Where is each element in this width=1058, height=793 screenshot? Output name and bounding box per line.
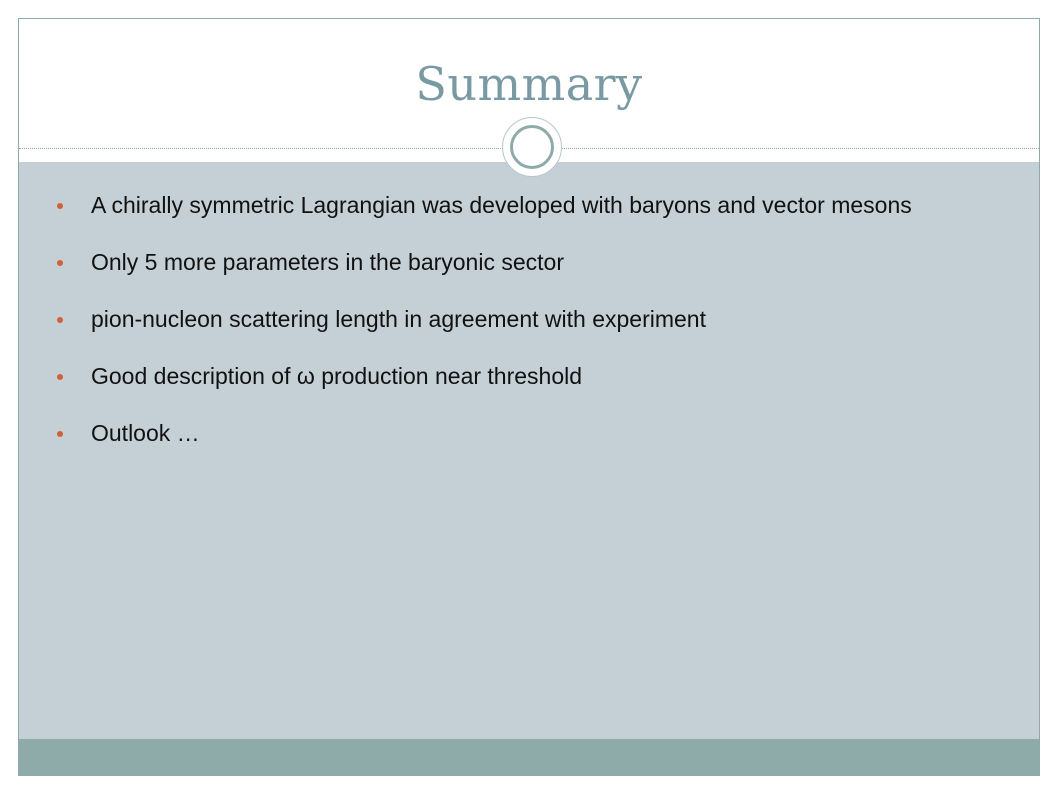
bullet-text: Only 5 more parameters in the baryonic sector	[91, 249, 564, 275]
bullet-item	[57, 303, 997, 336]
bullet-text: A chirally symmetric Lagrangian was developed with baryons and vector mesons	[91, 192, 912, 218]
footer-bar	[19, 739, 1039, 776]
bullet-item	[57, 246, 997, 279]
bullet-item	[57, 360, 997, 393]
circle-ornament-icon	[502, 117, 562, 177]
bullet-marker-icon	[57, 260, 63, 266]
bullet-list	[57, 189, 997, 474]
bullet-marker-icon	[57, 203, 63, 209]
bullet-item	[57, 189, 997, 222]
bullet-marker-icon	[57, 431, 63, 437]
bullet-text: pion-nucleon scattering length in agreement with experiment	[91, 306, 706, 332]
slide	[18, 18, 1040, 776]
circle-ornament-ring	[510, 125, 554, 169]
bullet-text: Good description of ω production near threshold	[91, 363, 583, 389]
bullet-marker-icon	[57, 374, 63, 380]
slide-title: Summary	[415, 57, 643, 111]
bullet-item	[57, 417, 997, 450]
bullet-marker-icon	[57, 317, 63, 323]
bullet-text: Outlook …	[91, 420, 200, 446]
